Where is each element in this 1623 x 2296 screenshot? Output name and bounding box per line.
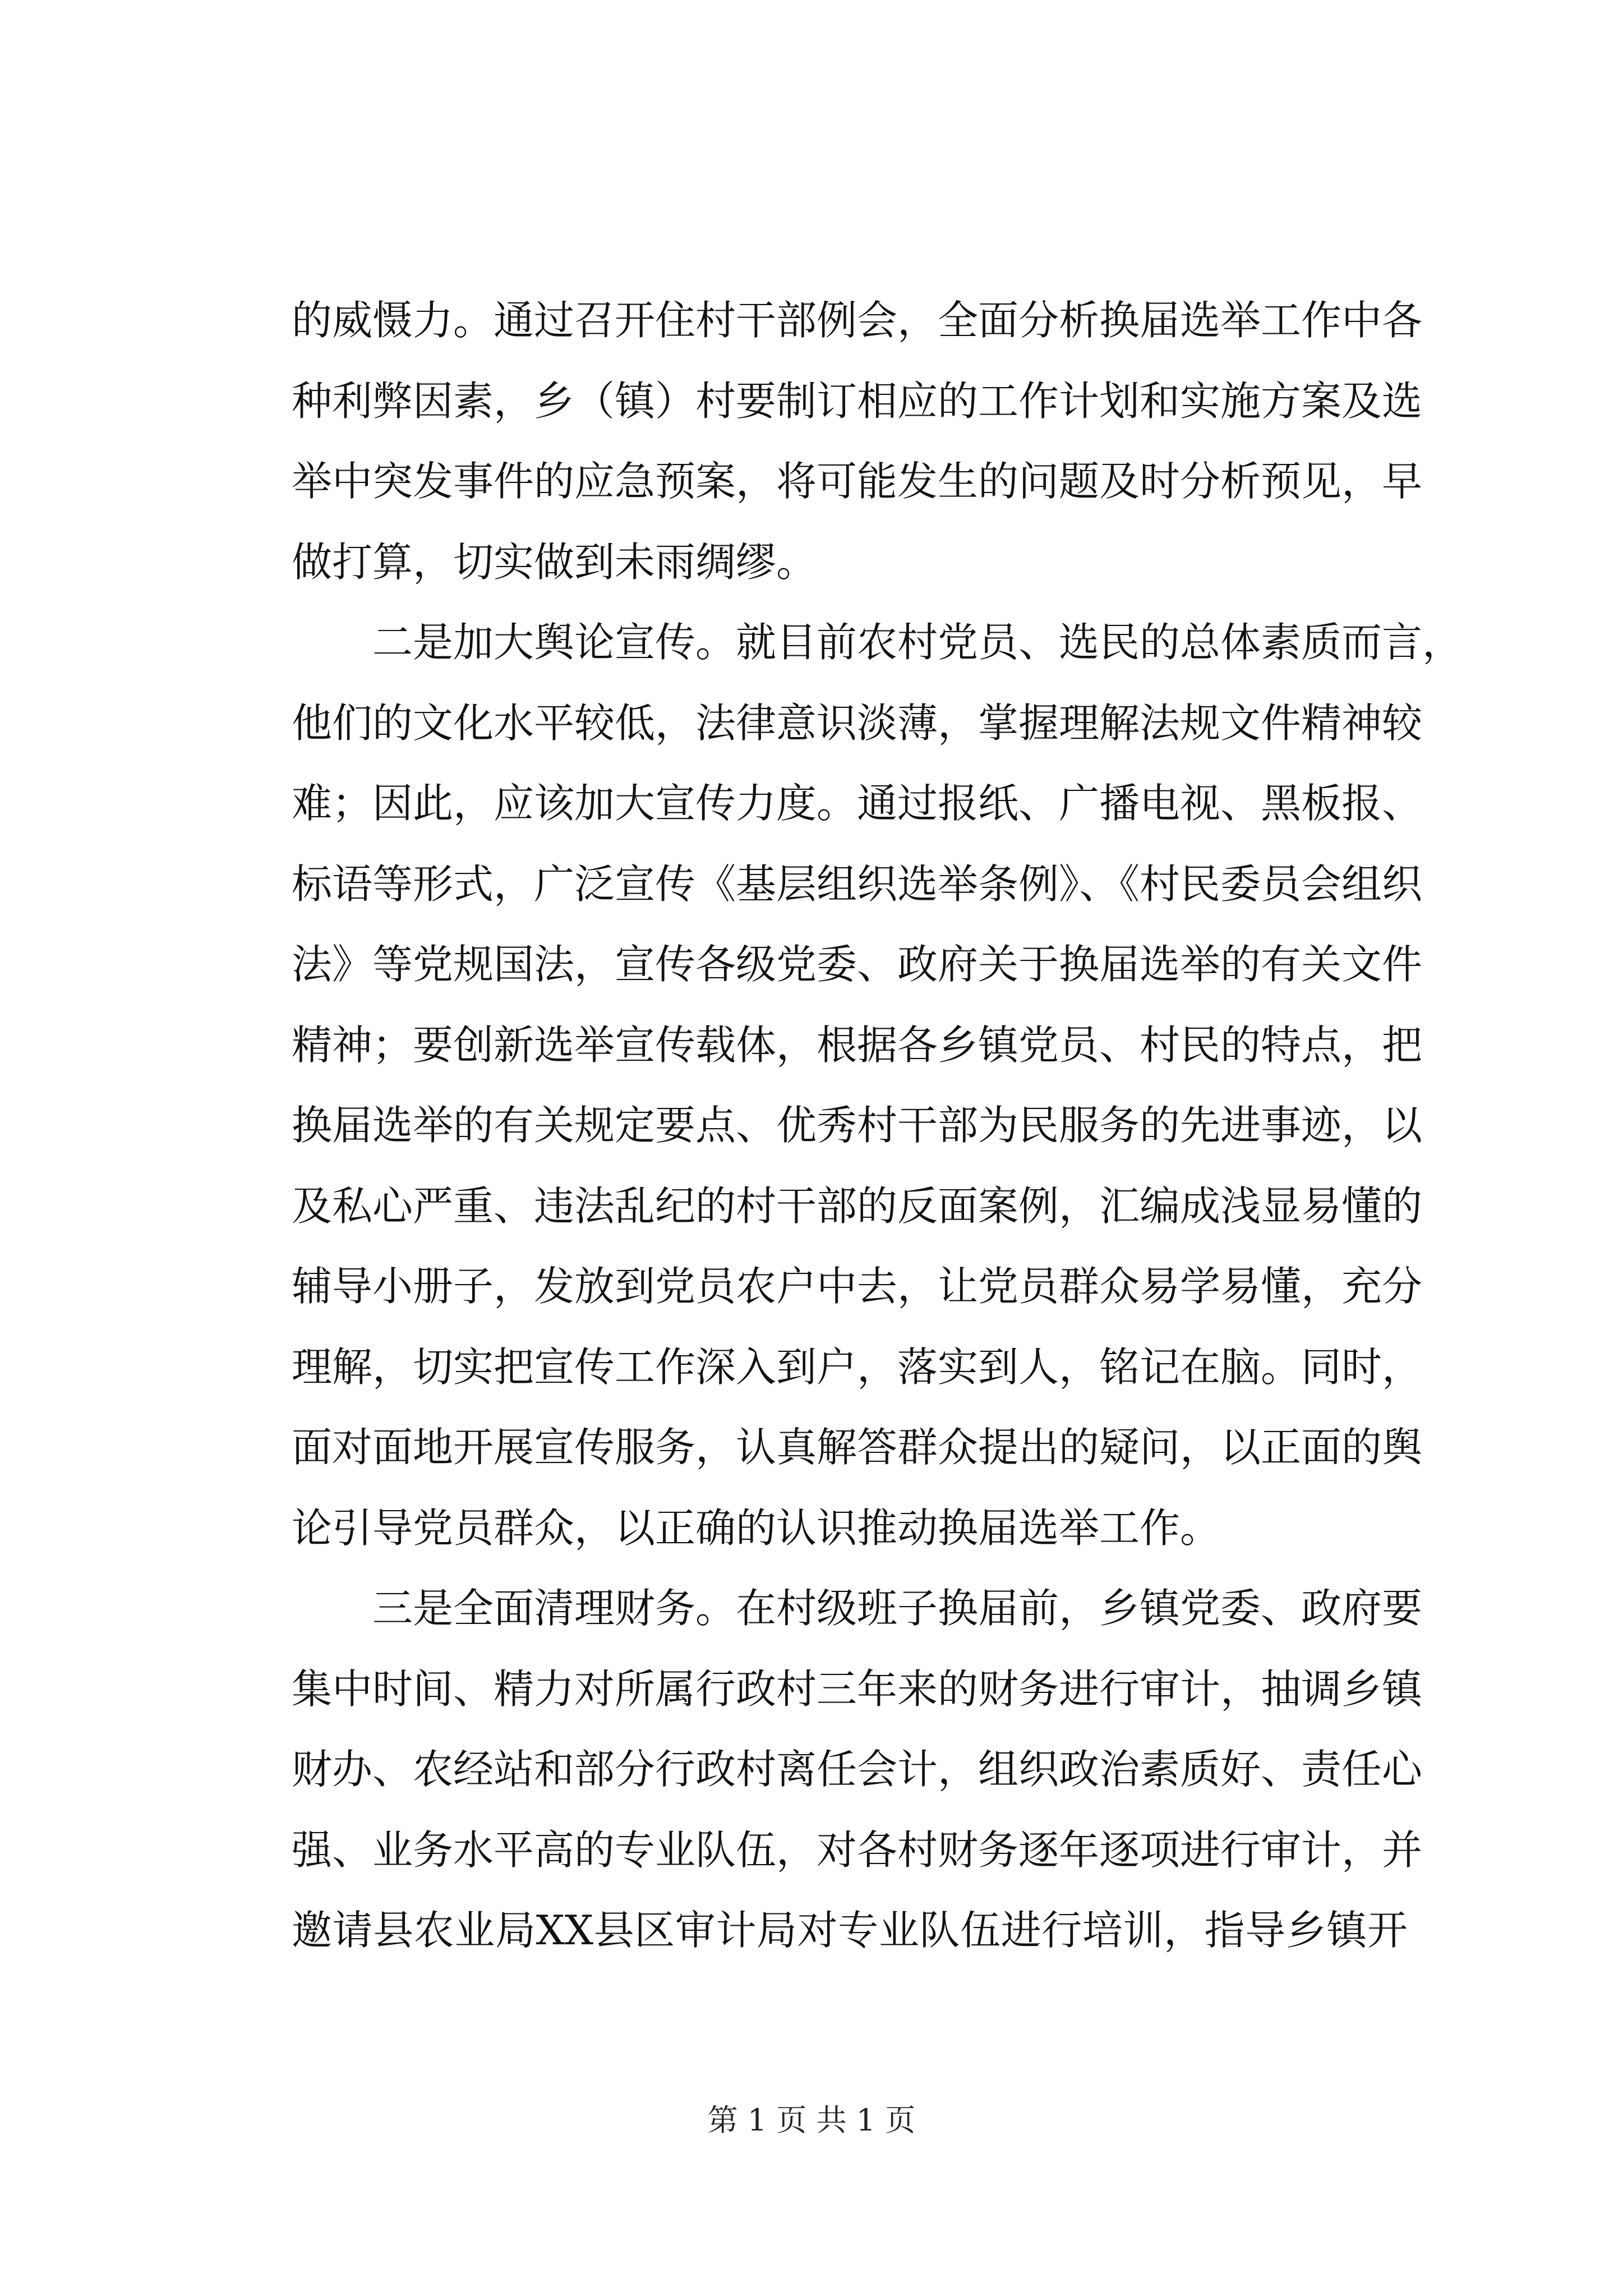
text-line: 面对面地开展宣传服务，认真解答群众提出的疑问，以正面的舆 [292,1424,1423,1471]
text-line: 他们的文化水平较低，法律意识淡薄，掌握理解法规文件精神较 [292,699,1423,747]
text-line: 论引导党员群众，以正确的认识推动换届选举工作。 [292,1504,1221,1552]
text-line: 二是加大舆论宣传。就目前农村党员、选民的总体素质而言， [292,619,1463,666]
text-line: 做打算，切实做到未雨绸缪。 [292,538,817,586]
text-line: 种利弊因素，乡（镇）村要制订相应的工作计划和实施方案及选 [292,377,1423,425]
text-line: 精神；要创新选举宣传载体，根据各乡镇党员、村民的特点，把 [292,1021,1423,1069]
text-line: 强、业务水平高的专业队伍，对各村财务逐年逐项进行审计，并 [292,1826,1423,1874]
text-line: 难；因此，应该加大宣传力度。通过报纸、广播电视、黑板报、 [292,780,1423,827]
text-line: 邀请县农业局XX县区审计局对专业队伍进行培训，指导乡镇开 [292,1907,1408,1954]
text-line: 辅导小册子，发放到党员农户中去，让党员群众易学易懂，充分 [292,1263,1423,1310]
text-line: 的威慑力。通过召开住村干部例会，全面分析换届选举工作中各 [292,297,1423,344]
text-line: 理解，切实把宣传工作深入到户，落实到人，铭记在脑。同时， [292,1343,1423,1391]
text-line: 标语等形式，广泛宣传《基层组织选举条例》、《村民委员会组织 [292,860,1423,908]
page-footer: 第 1 页 共 1 页 [707,2102,916,2138]
text-line: 三是全面清理财务。在村级班子换届前，乡镇党委、政府要 [292,1585,1423,1632]
text-line: 集中时间、精力对所属行政村三年来的财务进行审计，抽调乡镇 [292,1665,1423,1713]
body-text [292,280,1463,1971]
text-line: 举中突发事件的应急预案，将可能发生的问题及时分析预见，早 [292,458,1423,505]
text-line: 及私心严重、违法乱纪的村干部的反面案例，汇编成浅显易懂的 [292,1182,1423,1230]
text-line: 换届选举的有关规定要点、优秀村干部为民服务的先进事迹，以 [292,1102,1423,1149]
text-line: 财办、农经站和部分行政村离任会计，组织政治素质好、责任心 [292,1746,1423,1793]
text-line: 法》等党规国法，宣传各级党委、政府关于换届选举的有关文件 [292,941,1423,988]
